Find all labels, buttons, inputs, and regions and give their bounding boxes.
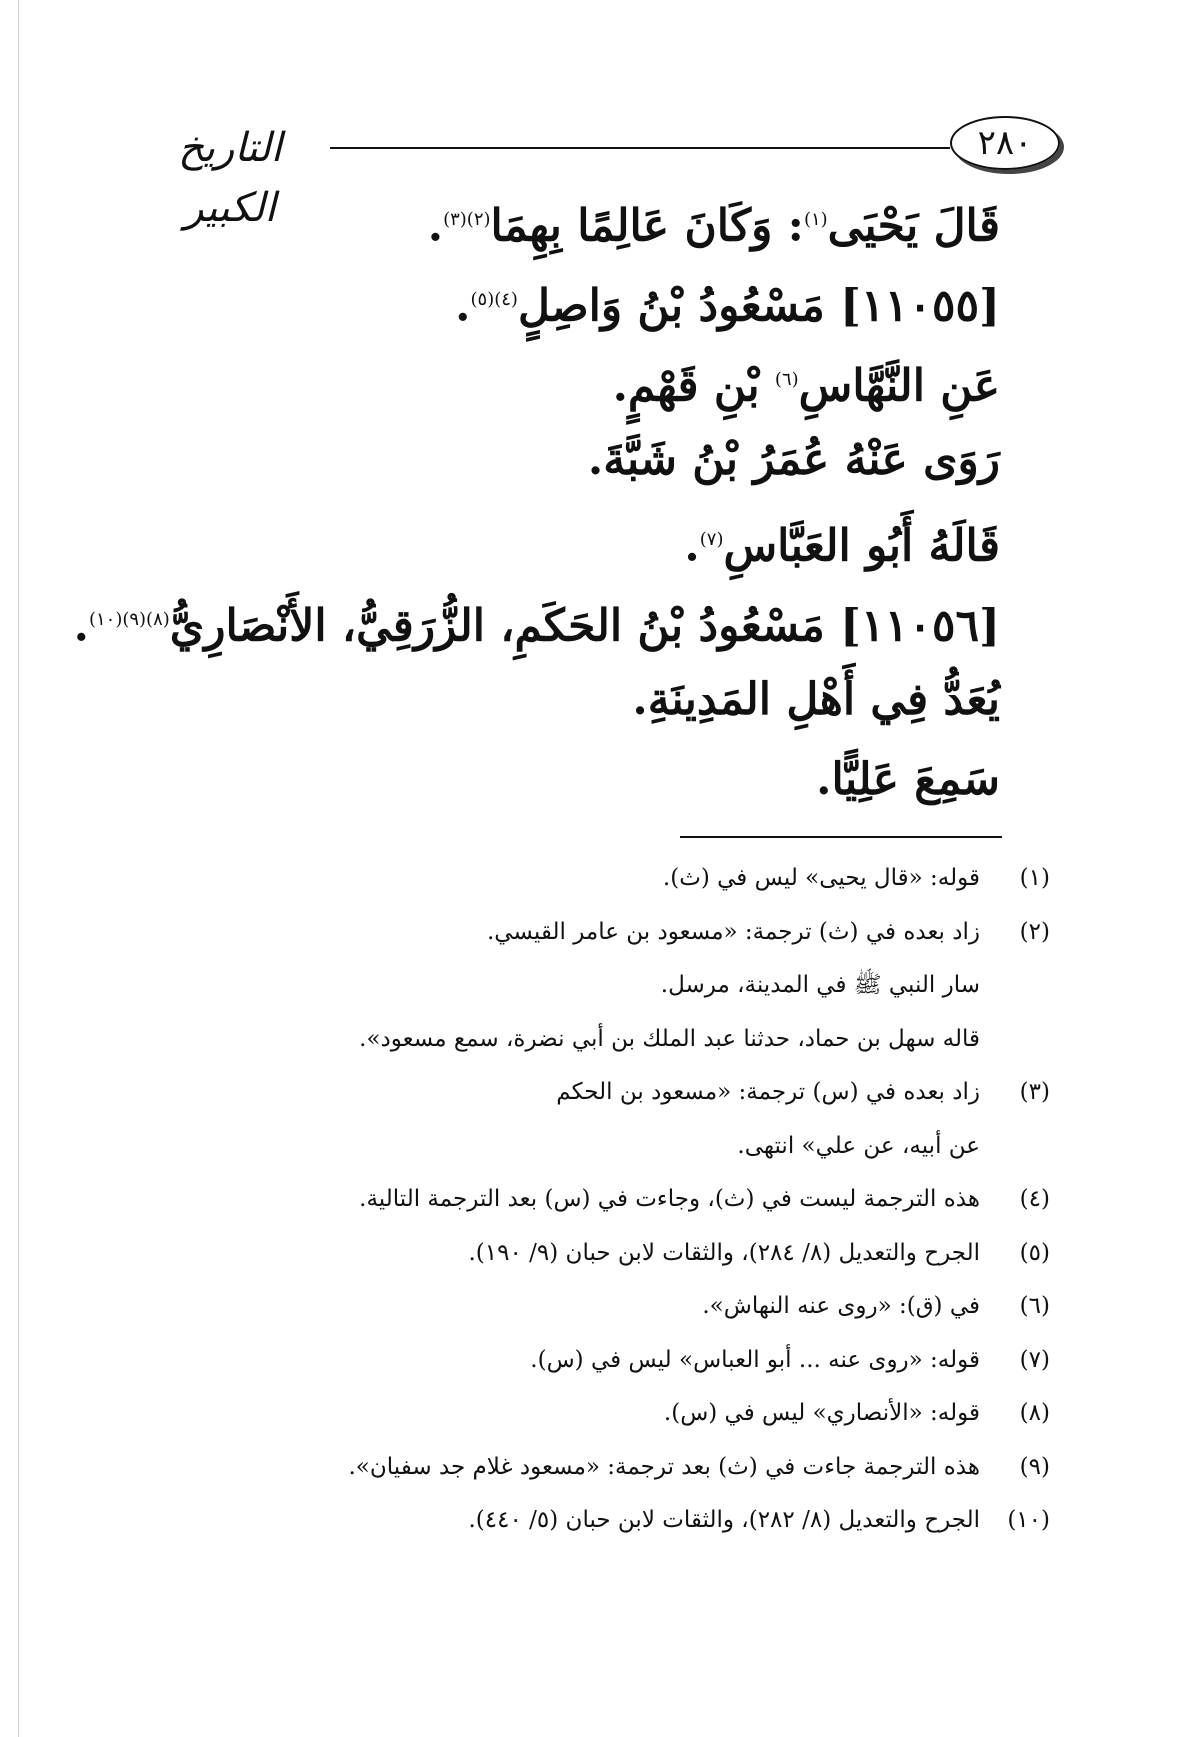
- footnote-ref: (٢)(٣): [443, 209, 491, 230]
- page-number: ٢٨٠: [950, 116, 1060, 170]
- footnotes: [200, 852, 1050, 1548]
- page-edge-line: [18, 0, 19, 1737]
- footnote-text: قوله: «قال يحيى» ليس في (ث).: [662, 865, 980, 891]
- footnote: [200, 906, 1050, 960]
- book-title: التاريخ الكبير: [178, 125, 282, 231]
- main-line: [١١٠٥٥] مَسْعُودُ بْنُ وَاصِلٍ$^{(٤)(٥)}$.: [455, 280, 1000, 332]
- footnote-number: (٨): [1019, 1400, 1050, 1426]
- main-line: [١١٠٥٦] مَسْعُودُ بْنُ الحَكَمِ، الزُّرَقِيُّ، الأَنْصَارِيُّ$^{(٨)(٩)(١٠)}$.: [73, 600, 1000, 652]
- main-line: عَنِ النَّهَّاسِ$^{(٦)}$ بْنِ قَهْمٍ.: [612, 360, 1000, 412]
- footnote-ref: (٨)(٩)(١٠): [88, 609, 170, 630]
- footnote-ref: (٦): [774, 369, 799, 390]
- main-line: قَالَ يَحْيَى$^{(١)}$: وَكَانَ عَالِمًا بِهِمَا$^{(٢)(٣)}$.: [427, 200, 1000, 252]
- footnote-number: (١٠): [1007, 1507, 1050, 1533]
- main-line: يُعَدُّ فِي أَهْلِ المَدِينَةِ.: [632, 674, 1000, 725]
- footnote-text: الجرح والتعديل (٨/ ٢٨٢)، والثقات لابن حبان (٥/ ٤٤٠).: [468, 1507, 980, 1533]
- footnote: [200, 1441, 1050, 1495]
- footnote-number: (٢): [1019, 918, 1050, 945]
- footnote-continuation: [200, 959, 1050, 1013]
- footnote-ref: (٤)(٥): [470, 289, 518, 310]
- footnote-continuation: [200, 1120, 1050, 1174]
- footnote: [200, 1494, 1050, 1548]
- footnote-number: (٦): [1019, 1293, 1050, 1319]
- footnote-number: (٩): [1019, 1453, 1050, 1480]
- footnote-number: (٣): [1019, 1079, 1050, 1105]
- footnote-text: عن أبيه، عن علي» انتهى.: [737, 1132, 980, 1159]
- main-text: [73, 180, 1000, 820]
- footnote-continuation: [200, 1013, 1050, 1067]
- main-line: رَوَى عَنْهُ عُمَرُ بْنُ شَبَّةَ.: [587, 434, 1000, 485]
- footnote: [200, 1280, 1050, 1334]
- header-rule: [330, 147, 950, 149]
- footnote-text: سار النبي ﷺ في المدينة، مرسل.: [660, 972, 980, 998]
- footnote-separator: [680, 836, 1002, 838]
- footnote-ref: (٧): [699, 529, 724, 550]
- footnote: [200, 1227, 1050, 1281]
- footnote-number: (٤): [1019, 1186, 1050, 1212]
- footnote-text: في (ق): «روى عنه النهاش».: [702, 1293, 980, 1319]
- main-line: قَالَهُ أَبُو العَبَّاسِ$^{(٧)}$.: [684, 520, 1000, 572]
- footnote-ref: (١): [803, 209, 828, 230]
- footnote-text: قوله: «روى عنه ... أبو العباس» ليس في (س).: [530, 1346, 980, 1373]
- footnote-number: (٧): [1019, 1346, 1050, 1373]
- footnote-text: زاد بعده في (ث) ترجمة: «مسعود بن عامر القيسي.: [486, 918, 980, 945]
- footnote: [200, 852, 1050, 906]
- footnote-text: زاد بعده في (س) ترجمة: «مسعود بن الحكم: [556, 1079, 980, 1105]
- footnote: [200, 1173, 1050, 1227]
- footnote: [200, 1334, 1050, 1388]
- footnote: [200, 1066, 1050, 1120]
- footnote-text: قوله: «الأنصاري» ليس في (س).: [663, 1400, 980, 1426]
- footnote-number: (٥): [1019, 1239, 1050, 1266]
- footnote-text: هذه الترجمة ليست في (ث)، وجاءت في (س) بعد الترجمة التالية.: [359, 1186, 980, 1212]
- footnote-text: الجرح والتعديل (٨/ ٢٨٤)، والثقات لابن حبان (٩/ ١٩٠).: [468, 1239, 980, 1266]
- footnote: [200, 1387, 1050, 1441]
- footnote-text: قاله سهل بن حماد، حدثنا عبد الملك بن أبي نضرة، سمع مسعود».: [359, 1025, 980, 1052]
- footnote-number: (١): [1019, 865, 1050, 891]
- footnote-text: هذه الترجمة جاءت في (ث) بعد ترجمة: «مسعود غلام جد سفيان».: [348, 1453, 980, 1480]
- main-line: سَمِعَ عَلِيًّا.: [816, 754, 1000, 805]
